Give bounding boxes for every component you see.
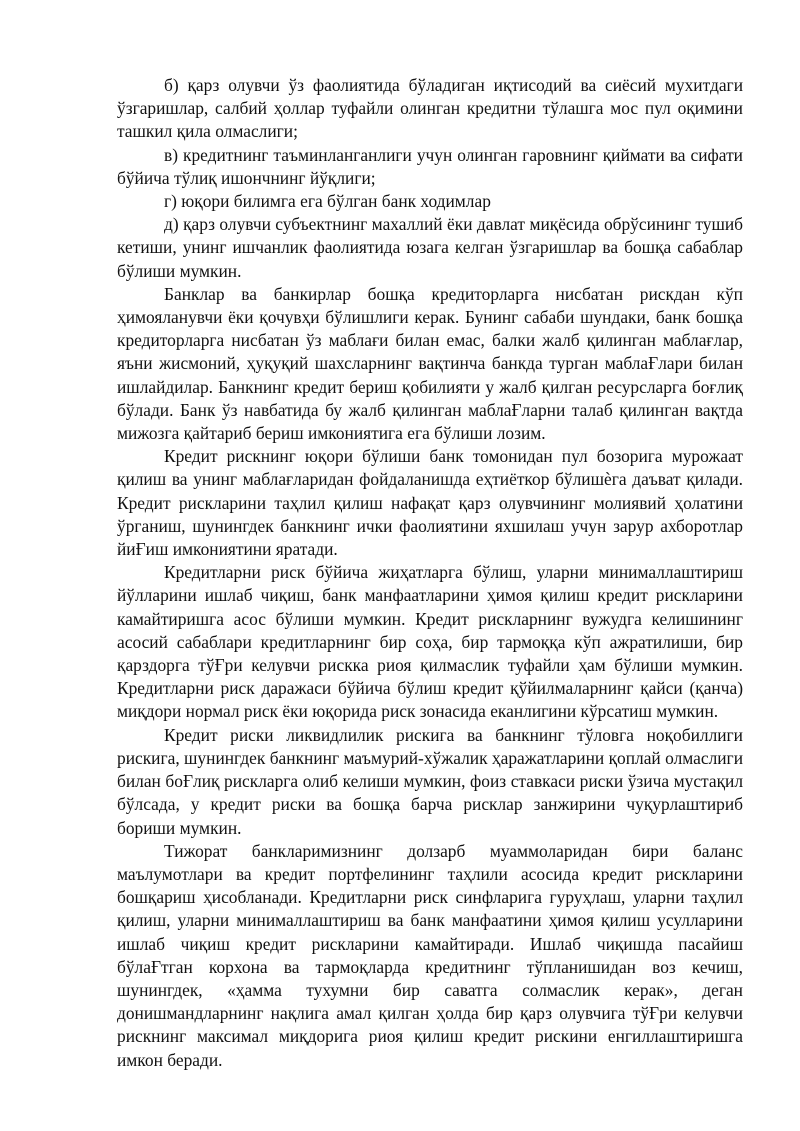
paragraph-high-credit-risk: Кредит рискнинг юқори бўлиши банк томонидан пул бозорига мурожаат қилиш ва унинг маблағларидан фойдаланишда еҳтиёткор бўлишѐга даъват қилади. Кредит рискларини таҳлил қилиш нафақат қарз олувчининг молиявий ҳолатини ўрганиш, шунингдек банкнинг ички фаолиятини яхшилаш учун зарур ахборотлар йиҒиш имкониятини яратади. bbox=[117, 446, 743, 560]
paragraph-banks-and-bankers: Банклар ва банкирлар бошқа кредиторларга нисбатан рискдан кўп ҳимояланувчи ёки қочувҳи бўлишлиги керак. Бунинг сабаби шундаки, банк бошқа кредиторларга нисбатан ўз маблағи билан емас, балки жалб қилинган маблағлар, яъни жисмоний, ҳуқуқий шахсларнинг вақтинча банкда турган маблаҒлари билан ишлайдилар. Банкнинг кредит бериш қобилияти у жалб қилган ресурсларга боғлиқ бўлади. Банк ўз навбатида бу жалб қилинган маблаҒларни талаб қилинган вақтда мижозга қайтариб бериш имкониятига ега бўлиши лозим. bbox=[117, 283, 743, 444]
paragraph-loan-cash-flow-risk: б) қарз олувчи ўз фаолиятида бўладиган иқтисодий ва сиёсий мухитдаги ўзгаришлар, салбий ҳоллар туфайли олинган кредитни тўлашга мос пул оқимини ташкил қила олмаслиги; bbox=[117, 75, 743, 142]
paragraph-borrower-reputation: д) қарз олувчи субъектнинг махаллий ёки давлат миқёсида обрўсининг тушиб кетиши, унинг ишчанлик фаолиятида юзага келган ўзгаришлар ва бошқа сабаблар бўлиши мумкин. bbox=[117, 214, 743, 281]
paragraph-liquidity-risk: Кредит риски ликвидлилик рискига ва банкнинг тўловга ноқобиллиги рискига, шунингдек банкнинг маъмурий-хўжалик ҳаражатларини қоплай олмаслиги билан боҒлиқ рискларга олиб келиши мумкин, фоиз ставкаси риски ўзича мустақил бўлсада, у кредит риски ва бошқа барча рисклар занжирини чуқурлаштириб бориши мумкин. bbox=[117, 724, 743, 838]
paragraph-collateral-reliability: в) кредитнинг таъминланганлиги учун олинган гаровнинг қиймати ва сифати бўйича тўлиқ ишончнинг йўқлиги; bbox=[117, 144, 743, 188]
document-page bbox=[117, 74, 743, 1072]
paragraph-qualified-staff: г) юқори билимга ега бўлган банк ходимлар bbox=[164, 191, 491, 212]
paragraph-risk-classification: Кредитларни риск бўйича жиҳатларга бўлиш, уларни минималлаштириш йўлларини ишлаб чиқиш, банк манфаатларини ҳимоя қилиш кредит рискларини камайтиришга асос бўлиши мумкин. Кредит рискларнинг вужудга келишининг асосий сабаблари кредитларнинг бир соҳа, бир тармоққа кўп ажратилиши, бир қарздорга тўҒри келувчи рискка риоя қилмаслик туфайли ҳам бўлиши мумкин. Кредитларни риск даражаси бўйича бўлиш кредит қўйилмаларнинг қайси (қанча) миқдори нормал риск ёки юқорида риск зонасида еканлигини кўрсатиш мумкин. bbox=[117, 562, 743, 722]
paragraph-commercial-banks: Тижорат банкларимизнинг долзарб муаммоларидан бири баланс маълумотлари ва кредит портфелининг таҳлили асосида кредит рискларини бошқариш ҳисобланади. Кредитларни риск синфларига гуруҳлаш, уларни таҳлил қилиш, уларни минималлаштириш ва банк манфаатини ҳимоя қилиш усулларини ишлаб чиқиш кредит рискларини камайтиради. Ишлаб чиқишда пасайиш бўлаҒтган корхона ва тармоқларда кредитнинг тўпланишидан воз кечиш, шунингдек, «ҳамма тухумни бир саватга солмаслик керак», деган донишмандларнинг нақлига амал қилган ҳолда бир қарз олувчига тўҒри келувчи рискнинг максимал миқдорига риоя қилиш кредит рискини енгиллаштиришга имкон беради. bbox=[117, 840, 743, 1070]
